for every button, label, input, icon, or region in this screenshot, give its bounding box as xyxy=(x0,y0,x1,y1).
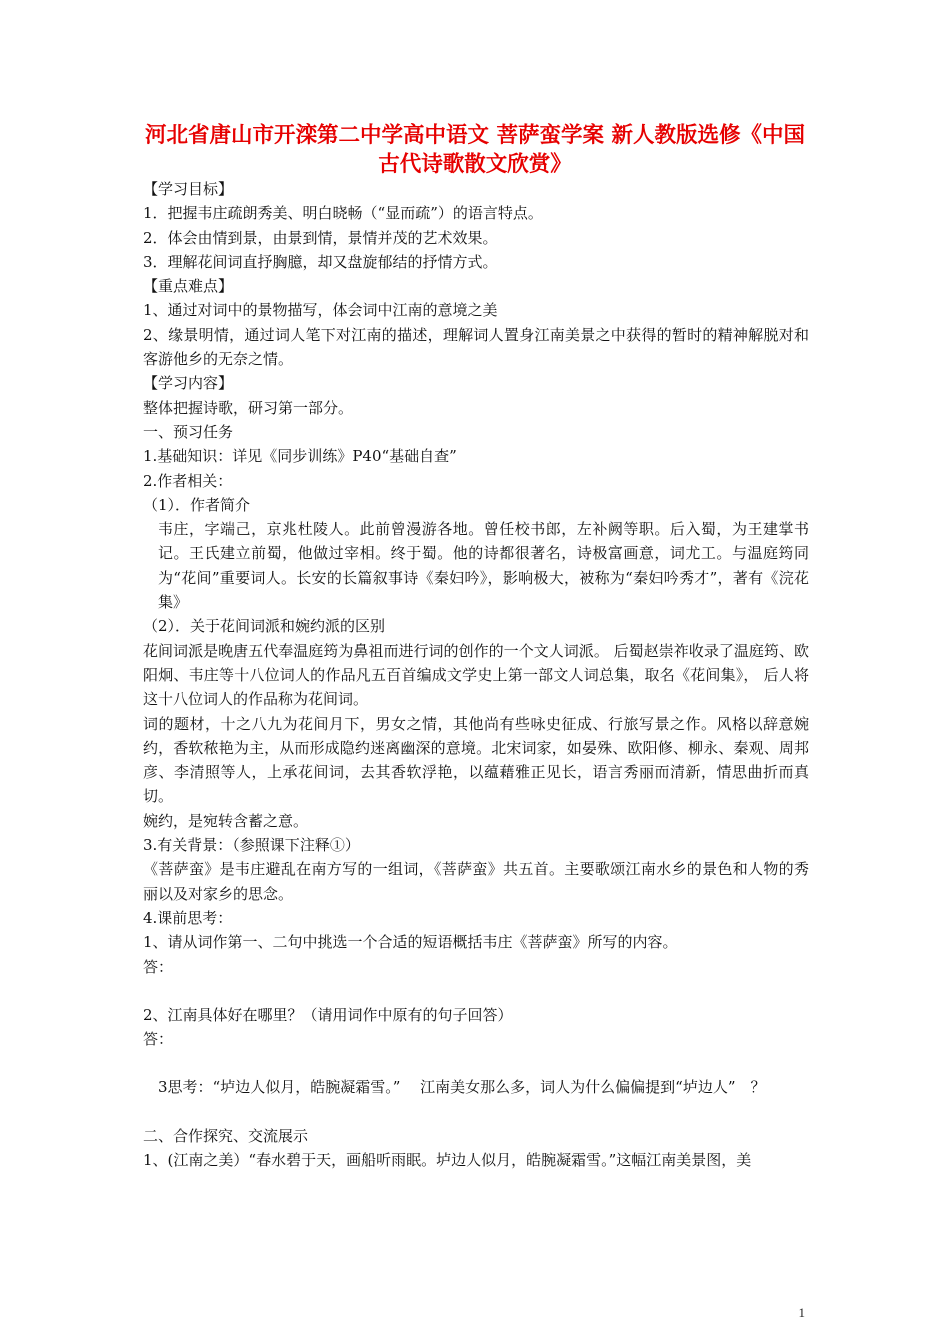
paragraph: 4.课前思考： xyxy=(143,908,233,927)
goal-item: 2．体会由情到景，由景到情，景情并茂的艺术效果。 xyxy=(143,228,498,247)
paragraph: 整体把握诗歌，研习第一部分。 xyxy=(143,398,354,417)
blank-space xyxy=(143,1051,809,1075)
paragraph: （2）．关于花间词派和婉约派的区别 xyxy=(143,617,386,636)
author-bio: 韦庄，字端己，京兆杜陵人。此前曾漫游各地。曾任校书郎，左补阙等职。后入蜀，为王建掌书记。王氏建立前蜀，他做过宰相。终于蜀。他的诗都很著名，诗极富画意，词尤工。与温庭筠同为“花间”重要词人。长安的长篇叙事诗《秦妇吟》，影响极大，被称为“秦妇吟秀才”，著有《浣花集》 xyxy=(158,520,809,612)
question: 3思考：“垆边人似月，皓腕凝霜雪。” 江南美女那么多，词人为什么偏偏提到“垆边人” ？ xyxy=(158,1078,766,1097)
blank-space xyxy=(143,1100,809,1124)
question: 2、江南具体好在哪里？（请用词作中原有的句子回答） xyxy=(143,1005,513,1024)
answer-label: 答： xyxy=(143,957,174,976)
paragraph: 婉约，是宛转含蓄之意。 xyxy=(143,811,309,830)
document-title: 河北省唐山市开滦第二中学高中语文 菩萨蛮学案 新人教版选修《中国古代诗歌散文欣赏》 xyxy=(145,123,805,177)
goal-item: 1．把握韦庄疏朗秀美、明白晓畅（“显而疏”）的语言特点。 xyxy=(143,204,543,223)
goal-item: 3．理解花间词直抒胸臆，却又盘旋郁结的抒情方式。 xyxy=(143,252,498,271)
paragraph: 《菩萨蛮》是韦庄避乱在南方写的一组词，《菩萨蛮》共五首。主要歌颂江南水乡的景色和人物的秀丽以及对家乡的思念。 xyxy=(143,860,809,903)
section-heading-content: 【学习内容】 xyxy=(143,374,234,393)
paragraph: 花间词派是晚唐五代奉温庭筠为鼻祖而进行词的创作的一个文人词派。 后蜀赵崇祚收录了温庭筠、欧阳炯、韦庄等十八位词人的作品凡五百首编成文学史上第一部文人词总集，取名《花间集》， 后人将这十八位词人的作品称为花间词。 xyxy=(143,641,809,709)
subsection-heading: 一、预习任务 xyxy=(143,422,234,441)
paragraph: 1、(江南之美）“春水碧于天，画船听雨眠。垆边人似月，皓腕凝霜雪。”这幅江南美景图，美 xyxy=(143,1150,752,1169)
key-point-item: 2、缘景明情，通过词人笔下对江南的描述，理解词人置身江南美景之中获得的暂时的精神解脱对和客游他乡的无奈之情。 xyxy=(143,325,809,369)
blank-space xyxy=(143,979,809,1003)
document-body xyxy=(143,177,809,1172)
subsection-heading: 二、合作探究、交流展示 xyxy=(143,1126,309,1145)
paragraph: 3.有关背景：（参照课下注释①） xyxy=(143,836,360,855)
paragraph: 1.基础知识：详见《同步训练》P40“基础自查” xyxy=(143,447,457,466)
paragraph: 词的题材，十之八九为花间月下，男女之情，其他尚有些咏史征成、行旅写景之作。风格以辞意婉约，香软秾艳为主，从而形成隐约迷离幽深的意境。北宋词家，如晏殊、欧阳修、柳永、秦观、周邦彦、李清照等人，上承花间词，去其香软浮艳，以蕴藉雅正见长，语言秀丽而清新，情思曲折而真切。 xyxy=(143,714,809,806)
question: 1、请从词作第一、二句中挑选一个合适的短语概括韦庄《菩萨蛮》所写的内容。 xyxy=(143,933,678,952)
page-number: 1 xyxy=(798,1305,805,1320)
paragraph: 2.作者相关： xyxy=(143,471,233,490)
answer-label: 答： xyxy=(143,1030,174,1049)
section-heading-key-points: 【重点难点】 xyxy=(143,277,234,296)
key-point-item: 1、通过对词中的景物描写，体会词中江南的意境之美 xyxy=(143,301,498,320)
paragraph: （1）．作者简介 xyxy=(143,495,251,514)
section-heading-goals: 【学习目标】 xyxy=(143,180,234,198)
